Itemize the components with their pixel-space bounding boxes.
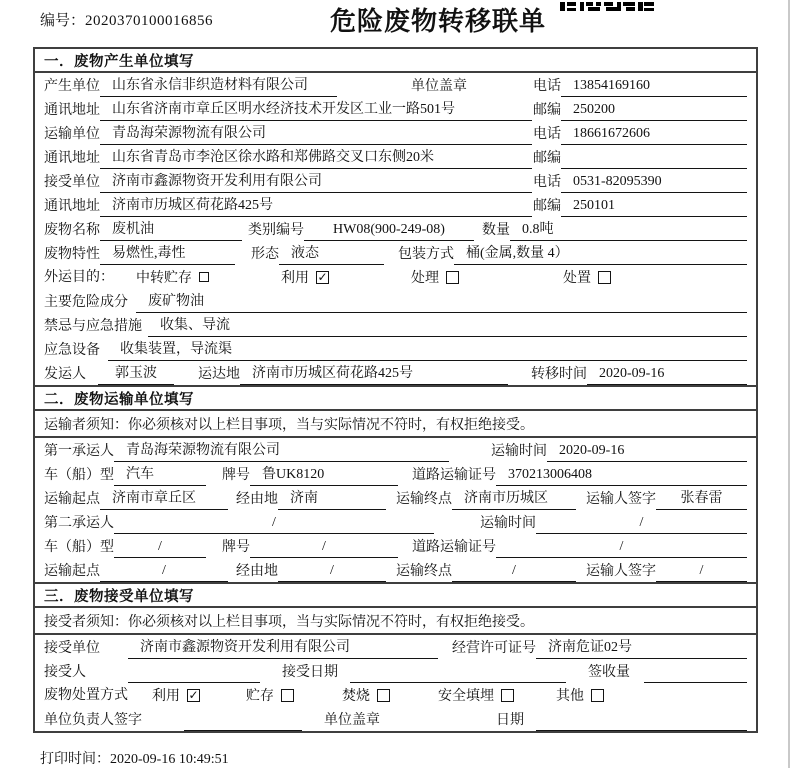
responsible-signature-label: 单位负责人签字 xyxy=(44,713,142,728)
date-label: 日期 xyxy=(496,713,524,728)
receiver-person-value xyxy=(128,680,260,683)
phone-label: 电话 xyxy=(533,175,561,190)
checkbox-label: 焚烧 xyxy=(342,689,370,704)
row-mailing-address-1 xyxy=(35,97,756,121)
receiver-person-label: 接受人 xyxy=(44,665,86,680)
section-transporter xyxy=(35,385,756,582)
origin-label: 运输起点 xyxy=(44,564,100,579)
phone-label: 电话 xyxy=(533,127,561,142)
disposal-option-utilize xyxy=(152,685,200,705)
checkbox-label: 安全填埋 xyxy=(438,689,494,704)
qr-code-fragment-icon xyxy=(560,0,656,18)
checkbox-label: 处理 xyxy=(411,271,439,286)
via-label: 经由地 xyxy=(236,564,278,579)
waste-property-label: 废物特性 xyxy=(44,247,100,262)
first-transport-time-value: 2020-09-16 xyxy=(547,443,747,462)
transport-zip-value xyxy=(561,166,747,169)
road-permit-label: 道路运输证号 xyxy=(412,468,496,483)
address-label: 通讯地址 xyxy=(44,199,100,214)
row-disposal-method xyxy=(35,683,756,707)
packing-value: 桶(金属,数量 4） xyxy=(454,242,747,265)
unit-seal-label: 单位盖章 xyxy=(324,713,380,728)
producer-zip-value: 250200 xyxy=(561,102,747,121)
section-transporter-title: 二．废物运输单位填写 xyxy=(35,387,756,411)
section-producer xyxy=(35,49,756,385)
checkbox-icon xyxy=(501,689,514,702)
producer-phone-value: 13854169160 xyxy=(561,78,747,97)
consignor-value: 郭玉波 xyxy=(98,362,174,385)
row-responsible-signature xyxy=(35,707,756,731)
disposal-option-storage xyxy=(246,685,294,705)
row-receiver-person xyxy=(35,659,756,683)
row-mailing-address-2 xyxy=(35,145,756,169)
disposal-option-landfill xyxy=(438,685,514,705)
receive-date-label: 接受日期 xyxy=(282,665,338,680)
serial-value: 2020370100016856 xyxy=(85,13,214,29)
zip-label: 邮编 xyxy=(533,103,561,118)
disposal-method-label: 废物处置方式 xyxy=(44,688,128,703)
checkbox-label: 贮存 xyxy=(246,689,274,704)
vehicle-type-value: 汽车 xyxy=(114,463,206,486)
address-label: 通讯地址 xyxy=(44,151,100,166)
checkbox-icon xyxy=(377,689,390,702)
transport-address-value: 山东省青岛市李沧区徐水路和郑佛路交叉口东侧20米 xyxy=(100,146,532,169)
row-waste-property xyxy=(35,241,756,265)
road-permit-value: 370213006408 xyxy=(496,467,747,486)
page-title: 危险废物转移联单 xyxy=(330,7,547,36)
row-transport-unit xyxy=(35,121,756,145)
receiver-phone-value: 0531-82095390 xyxy=(561,174,747,193)
first-carrier-label: 第一承运人 xyxy=(44,444,114,459)
producer-unit-value: 山东省永信非织造材料有限公司 xyxy=(100,74,337,97)
print-time-label: 打印时间： xyxy=(40,752,110,767)
vehicle-type-label: 车（船）型 xyxy=(44,540,114,555)
receiver-address-value: 济南市历城区荷花路425号 xyxy=(100,194,532,217)
carrier-signature-label: 运输人签字 xyxy=(586,492,656,507)
address-label: 通讯地址 xyxy=(44,103,100,118)
purpose-option-treat xyxy=(411,267,459,287)
waste-property-value: 易燃性,毒性 xyxy=(100,242,235,265)
checkbox-label: 处置 xyxy=(563,271,591,286)
purpose-option-dispose xyxy=(563,267,611,287)
receiving-unit-value: 济南市鑫源物资开发利用有限公司 xyxy=(128,636,438,659)
checkbox-icon xyxy=(446,271,459,284)
plate-number-value: 鲁UK8120 xyxy=(250,463,398,486)
origin-label: 运输起点 xyxy=(44,492,100,507)
transporter-notice: 运输者须知：你必须核对以上栏目事项，当与实际情况不符时，有权拒绝接受。 xyxy=(35,411,756,438)
emergency-equipment-value: 收集装置，导流渠 xyxy=(108,338,747,361)
vehicle-type-label: 车（船）型 xyxy=(44,468,114,483)
terminus-value: / xyxy=(452,563,576,582)
print-time xyxy=(40,748,229,768)
manifest-form-table xyxy=(33,47,758,733)
receive-date-value xyxy=(350,680,566,683)
row-emergency-equipment xyxy=(35,337,756,361)
consignor-label: 发运人 xyxy=(44,367,86,382)
row-first-carrier xyxy=(35,438,756,462)
license-number-value: 济南危证02号 xyxy=(536,636,747,659)
checkbox-label: 利用 xyxy=(152,689,180,704)
transport-time-label: 运输时间 xyxy=(491,444,547,459)
second-transport-time-value: / xyxy=(536,515,747,534)
checkbox-label: 中转贮存 xyxy=(136,271,192,286)
waste-name-label: 废物名称 xyxy=(44,223,100,238)
packing-label: 包装方式 xyxy=(398,247,454,262)
row-receiving-unit xyxy=(35,635,756,659)
carrier-signature-value: 张春雷 xyxy=(656,487,747,510)
form-state-label: 形态 xyxy=(251,247,279,262)
quantity-value: 0.8吨 xyxy=(510,218,747,241)
first-carrier-value: 青岛海荣源物流有限公司 xyxy=(114,439,449,462)
row-second-carrier xyxy=(35,510,756,534)
waste-name-value: 废机油 xyxy=(100,218,242,241)
section-receiver-title: 三．废物接受单位填写 xyxy=(35,584,756,608)
checkbox-label: 其他 xyxy=(556,689,584,704)
signed-quantity-label: 签收量 xyxy=(588,665,630,680)
license-number-label: 经营许可证号 xyxy=(452,641,536,656)
carrier-signature-label: 运输人签字 xyxy=(586,564,656,579)
responsible-signature-value xyxy=(184,728,302,731)
terminus-value: 济南市历城区 xyxy=(452,487,576,510)
road-permit-value: / xyxy=(496,539,747,558)
disposal-option-other xyxy=(556,685,604,705)
transfer-date-label: 转移时间 xyxy=(531,367,587,382)
via-value: 济南 xyxy=(278,487,386,510)
section-producer-title: 一．废物产生单位填写 xyxy=(35,49,756,73)
row-mailing-address-3 xyxy=(35,193,756,217)
row-producer-unit xyxy=(35,73,756,97)
row-waste-name xyxy=(35,217,756,241)
zip-label: 邮编 xyxy=(533,199,561,214)
plate-number-value: / xyxy=(250,539,398,558)
transport-time-label: 运输时间 xyxy=(480,516,536,531)
checkbox-icon xyxy=(598,271,611,284)
via-value: / xyxy=(278,563,386,582)
category-code-value: HW08(900-249-08) xyxy=(304,222,474,241)
row-emergency-measures xyxy=(35,313,756,337)
document-header xyxy=(0,0,796,47)
carrier-signature-value: / xyxy=(656,563,747,582)
row-vehicle-type-2 xyxy=(35,534,756,558)
checkbox-checked-icon: ✓ xyxy=(317,269,328,284)
serial-label: 编号： xyxy=(40,13,86,29)
unit-seal-label: 单位盖章 xyxy=(411,79,467,94)
checkbox-icon xyxy=(281,689,294,702)
receiver-zip-value: 250101 xyxy=(561,198,747,217)
row-transport-route-1 xyxy=(35,486,756,510)
transport-unit-label: 运输单位 xyxy=(44,127,100,142)
row-consignor xyxy=(35,361,756,385)
plate-number-label: 牌号 xyxy=(222,468,250,483)
hazardous-components-value: 废矿物油 xyxy=(136,290,747,313)
terminus-label: 运输终点 xyxy=(396,492,452,507)
receiving-unit-label: 接受单位 xyxy=(44,641,100,656)
hazardous-components-label: 主要危险成分 xyxy=(44,295,128,310)
transport-phone-value: 18661672606 xyxy=(561,126,747,145)
producer-address-value: 山东省济南市章丘区明水经济技术开发区工业一路501号 xyxy=(100,98,532,121)
disposal-option-incinerate xyxy=(342,685,390,705)
form-state-value: 液态 xyxy=(279,242,384,265)
receiver-unit-label: 接受单位 xyxy=(44,175,100,190)
transfer-date-value: 2020-09-16 xyxy=(587,366,747,385)
signed-quantity-value xyxy=(644,680,747,683)
seal-date-value xyxy=(536,728,747,731)
checkbox-icon xyxy=(591,689,604,702)
via-label: 经由地 xyxy=(236,492,278,507)
row-transfer-purpose xyxy=(35,265,756,289)
road-permit-label: 道路运输证号 xyxy=(412,540,496,555)
transport-unit-value: 青岛海荣源物流有限公司 xyxy=(100,122,532,145)
purpose-option-storage xyxy=(136,267,209,287)
checkbox-checked-icon: ✓ xyxy=(188,687,199,702)
transfer-purpose-label: 外运目的： xyxy=(44,270,114,285)
origin-value: / xyxy=(100,563,228,582)
row-vehicle-type-1 xyxy=(35,462,756,486)
producer-unit-label: 产生单位 xyxy=(44,79,100,94)
emergency-measures-value: 收集、导流 xyxy=(148,314,747,337)
second-carrier-value: / xyxy=(114,515,434,534)
print-time-value: 2020-09-16 10:49:51 xyxy=(110,752,229,767)
purpose-option-utilize xyxy=(281,267,329,287)
serial-number xyxy=(40,9,213,30)
row-hazardous-components xyxy=(35,289,756,313)
emergency-equipment-label: 应急设备 xyxy=(44,343,100,358)
quantity-label: 数量 xyxy=(482,223,510,238)
row-receiver-unit xyxy=(35,169,756,193)
destination-value: 济南市历城区荷花路425号 xyxy=(240,362,508,385)
zip-label: 邮编 xyxy=(533,151,561,166)
receiver-unit-value: 济南市鑫源物资开发利用有限公司 xyxy=(100,170,532,193)
phone-label: 电话 xyxy=(533,79,561,94)
checkbox-label: 利用 xyxy=(281,271,309,286)
section-receiver xyxy=(35,582,756,731)
checkbox-icon xyxy=(199,272,209,282)
origin-value: 济南市章丘区 xyxy=(100,487,228,510)
terminus-label: 运输终点 xyxy=(396,564,452,579)
second-carrier-label: 第二承运人 xyxy=(44,516,114,531)
row-transport-route-2 xyxy=(35,558,756,582)
destination-label: 运达地 xyxy=(198,367,240,382)
vehicle-type-value: / xyxy=(114,539,206,558)
emergency-measures-label: 禁忌与应急措施 xyxy=(44,319,142,334)
plate-number-label: 牌号 xyxy=(222,540,250,555)
category-code-label: 类别编号 xyxy=(248,223,304,238)
receiver-notice: 接受者须知：你必须核对以上栏目事项，当与实际情况不符时，有权拒绝接受。 xyxy=(35,608,756,635)
page-edge-line xyxy=(788,0,790,768)
